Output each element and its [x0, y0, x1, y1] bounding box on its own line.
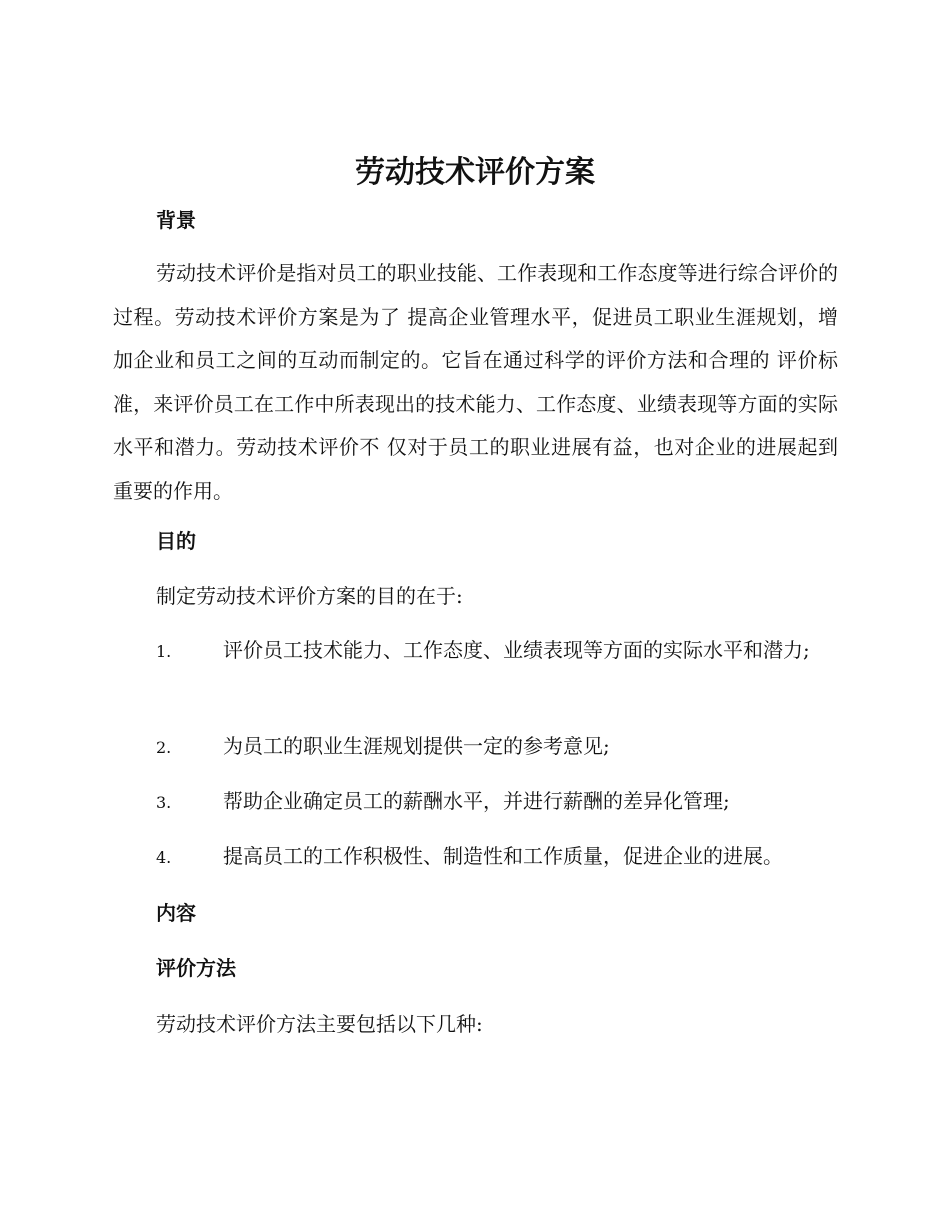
- list-item-text: 帮助企业确定员工的薪酬水平，并进行薪酬的差异化管理;: [223, 789, 730, 813]
- background-paragraph: 劳动技术评价是指对员工的职业技能、工作表现和工作态度等进行综合评价的过程。劳动技术评价方案是为了 提高企业管理水平，促进员工职业生涯规划，增加企业和员工之间的互动而制定的。它旨在通过科学的评价方法和合理的 评价标准，来评价员工在工作中所表现出的技术能力、工作态度、业绩表现等方面的实际水平和潜力。劳动技术评价不 仅对于员工的职业进展有益，也对企业的进展起到重要的作用。: [113, 261, 838, 503]
- list-item-number: 2.: [156, 738, 172, 757]
- list-item-number: 4.: [156, 848, 172, 867]
- list-item-text: 提高员工的工作积极性、制造性和工作质量，促进企业的进展。: [223, 844, 783, 868]
- list-item: [113, 780, 838, 824]
- document-title: 劳动技术评价方案: [355, 155, 595, 190]
- list-item: [113, 835, 838, 879]
- method-intro: 劳动技术评价方法主要包括以下几种:: [156, 1012, 483, 1036]
- section-heading-background: 背景: [156, 208, 196, 232]
- list-item-number: 3.: [156, 793, 172, 812]
- list-item-text: 评价员工技术能力、工作态度、业绩表现等方面的实际水平和潜力;: [223, 638, 810, 662]
- section-heading-method: 评价方法: [156, 956, 236, 980]
- list-item-number: 1.: [156, 642, 172, 661]
- list-item-text: 为员工的职业生涯规划提供一定的参考意见;: [223, 734, 610, 758]
- list-item: [113, 725, 838, 769]
- list-item: [113, 629, 838, 673]
- section-heading-content: 内容: [156, 901, 196, 925]
- section-heading-purpose: 目的: [156, 529, 196, 553]
- purpose-intro: 制定劳动技术评价方案的目的在于:: [156, 584, 463, 608]
